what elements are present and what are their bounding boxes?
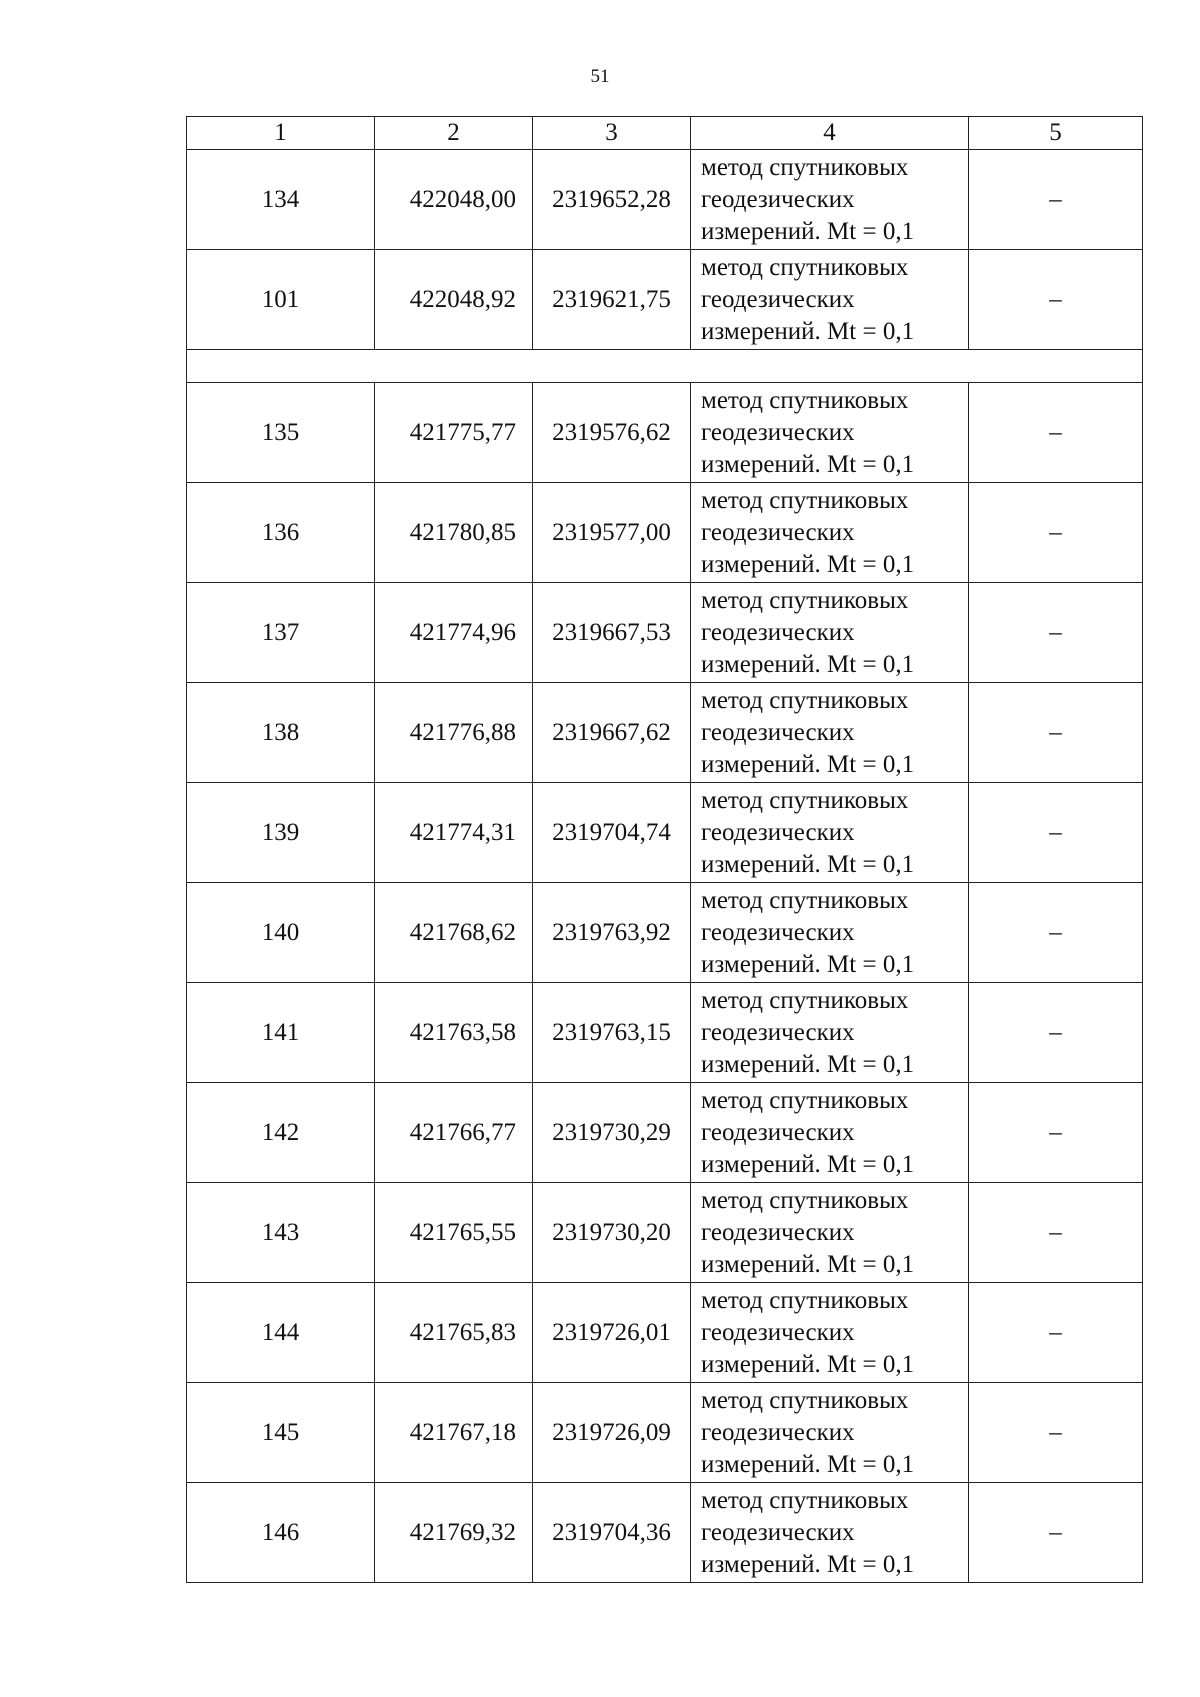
method-text-line: геодезических xyxy=(701,618,855,646)
method-text-line: метод спутниковых xyxy=(701,1086,909,1114)
method-text-line: метод спутниковых xyxy=(701,253,909,281)
method-text-line: метод спутниковых xyxy=(701,386,909,414)
note-cell: – xyxy=(969,1083,1143,1183)
method-cell xyxy=(691,383,969,483)
table-row xyxy=(187,1483,1143,1583)
method-text-line: измерений. Mt = 0,1 xyxy=(701,650,915,678)
method-cell xyxy=(691,1383,969,1483)
note-cell: – xyxy=(969,1483,1143,1583)
table-body xyxy=(187,150,1143,1583)
point-number-cell: 136 xyxy=(187,483,375,583)
table-row xyxy=(187,1083,1143,1183)
group-separator-row xyxy=(187,350,1143,383)
method-cell xyxy=(691,150,969,250)
method-text-line: геодезических xyxy=(701,918,855,946)
y-coordinate-cell: 2319577,00 xyxy=(533,483,691,583)
y-coordinate-cell: 2319704,74 xyxy=(533,783,691,883)
point-number-cell: 101 xyxy=(187,250,375,350)
method-cell xyxy=(691,483,969,583)
point-number-cell: 145 xyxy=(187,1383,375,1483)
x-coordinate-cell: 422048,00 xyxy=(375,150,533,250)
method-text-line: геодезических xyxy=(701,1118,855,1146)
method-text-line: измерений. Mt = 0,1 xyxy=(701,1350,915,1378)
method-text-line: метод спутниковых xyxy=(701,786,909,814)
x-coordinate-cell: 421775,77 xyxy=(375,383,533,483)
note-cell: – xyxy=(969,150,1143,250)
method-text-line: метод спутниковых xyxy=(701,1186,909,1214)
y-coordinate-cell: 2319763,92 xyxy=(533,883,691,983)
method-text-line: измерений. Mt = 0,1 xyxy=(701,550,915,578)
method-cell xyxy=(691,983,969,1083)
method-text-line: измерений. Mt = 0,1 xyxy=(701,317,915,345)
method-text-line: геодезических xyxy=(701,1318,855,1346)
table-row xyxy=(187,250,1143,350)
x-coordinate-cell: 421774,96 xyxy=(375,583,533,683)
method-cell xyxy=(691,583,969,683)
method-text-line: измерений. Mt = 0,1 xyxy=(701,950,915,978)
method-text-line: измерений. Mt = 0,1 xyxy=(701,1150,915,1178)
note-cell: – xyxy=(969,583,1143,683)
method-cell xyxy=(691,250,969,350)
method-text-line: измерений. Mt = 0,1 xyxy=(701,1050,915,1078)
point-number-cell: 142 xyxy=(187,1083,375,1183)
method-cell xyxy=(691,1183,969,1283)
method-text-line: геодезических xyxy=(701,285,855,313)
table-row xyxy=(187,1283,1143,1383)
table-header-row xyxy=(187,117,1143,150)
table-row xyxy=(187,150,1143,250)
method-text-line: метод спутниковых xyxy=(701,886,909,914)
method-text-line: метод спутниковых xyxy=(701,686,909,714)
method-text-line: метод спутниковых xyxy=(701,486,909,514)
method-text-line: геодезических xyxy=(701,1018,855,1046)
y-coordinate-cell: 2319621,75 xyxy=(533,250,691,350)
method-text-line: измерений. Mt = 0,1 xyxy=(701,750,915,778)
y-coordinate-cell: 2319652,28 xyxy=(533,150,691,250)
y-coordinate-cell: 2319667,53 xyxy=(533,583,691,683)
point-number-cell: 134 xyxy=(187,150,375,250)
note-cell: – xyxy=(969,983,1143,1083)
y-coordinate-cell: 2319730,20 xyxy=(533,1183,691,1283)
method-text-line: геодезических xyxy=(701,1418,855,1446)
y-coordinate-cell: 2319763,15 xyxy=(533,983,691,1083)
point-number-cell: 143 xyxy=(187,1183,375,1283)
note-cell: – xyxy=(969,483,1143,583)
x-coordinate-cell: 421769,32 xyxy=(375,1483,533,1583)
point-number-cell: 140 xyxy=(187,883,375,983)
group-separator-cell xyxy=(187,350,1143,383)
table-row xyxy=(187,483,1143,583)
coordinates-table xyxy=(186,116,1143,1583)
method-text-line: геодезических xyxy=(701,418,855,446)
x-coordinate-cell: 421765,55 xyxy=(375,1183,533,1283)
method-text-line: геодезических xyxy=(701,1518,855,1546)
note-cell: – xyxy=(969,883,1143,983)
method-text-line: геодезических xyxy=(701,1218,855,1246)
method-text-line: метод спутниковых xyxy=(701,986,909,1014)
y-coordinate-cell: 2319726,01 xyxy=(533,1283,691,1383)
method-text-line: геодезических xyxy=(701,818,855,846)
method-cell xyxy=(691,883,969,983)
y-coordinate-cell: 2319704,36 xyxy=(533,1483,691,1583)
point-number-cell: 138 xyxy=(187,683,375,783)
table-row xyxy=(187,1183,1143,1283)
column-header-4: 4 xyxy=(691,117,969,150)
x-coordinate-cell: 421767,18 xyxy=(375,1383,533,1483)
note-cell: – xyxy=(969,1283,1143,1383)
method-text-line: геодезических xyxy=(701,718,855,746)
method-text-line: метод спутниковых xyxy=(701,586,909,614)
table-row xyxy=(187,983,1143,1083)
point-number-cell: 137 xyxy=(187,583,375,683)
table-row xyxy=(187,1383,1143,1483)
x-coordinate-cell: 421768,62 xyxy=(375,883,533,983)
y-coordinate-cell: 2319667,62 xyxy=(533,683,691,783)
x-coordinate-cell: 421780,85 xyxy=(375,483,533,583)
x-coordinate-cell: 421766,77 xyxy=(375,1083,533,1183)
note-cell: – xyxy=(969,250,1143,350)
column-header-2: 2 xyxy=(375,117,533,150)
point-number-cell: 141 xyxy=(187,983,375,1083)
method-cell xyxy=(691,1083,969,1183)
method-text-line: метод спутниковых xyxy=(701,1486,909,1514)
point-number-cell: 146 xyxy=(187,1483,375,1583)
y-coordinate-cell: 2319726,09 xyxy=(533,1383,691,1483)
y-coordinate-cell: 2319730,29 xyxy=(533,1083,691,1183)
x-coordinate-cell: 421763,58 xyxy=(375,983,533,1083)
method-cell xyxy=(691,1283,969,1383)
page-number: 51 xyxy=(590,66,610,87)
note-cell: – xyxy=(969,1383,1143,1483)
table-row xyxy=(187,883,1143,983)
note-cell: – xyxy=(969,683,1143,783)
method-cell xyxy=(691,1483,969,1583)
method-text-line: метод спутниковых xyxy=(701,1286,909,1314)
column-header-1: 1 xyxy=(187,117,375,150)
x-coordinate-cell: 421765,83 xyxy=(375,1283,533,1383)
column-header-3: 3 xyxy=(533,117,691,150)
column-header-5: 5 xyxy=(969,117,1143,150)
x-coordinate-cell: 421774,31 xyxy=(375,783,533,883)
method-text-line: метод спутниковых xyxy=(701,1386,909,1414)
note-cell: – xyxy=(969,383,1143,483)
table-row xyxy=(187,583,1143,683)
table-row xyxy=(187,683,1143,783)
point-number-cell: 139 xyxy=(187,783,375,883)
point-number-cell: 135 xyxy=(187,383,375,483)
table-row xyxy=(187,383,1143,483)
x-coordinate-cell: 422048,92 xyxy=(375,250,533,350)
table-row xyxy=(187,783,1143,883)
y-coordinate-cell: 2319576,62 xyxy=(533,383,691,483)
point-number-cell: 144 xyxy=(187,1283,375,1383)
method-text-line: измерений. Mt = 0,1 xyxy=(701,450,915,478)
x-coordinate-cell: 421776,88 xyxy=(375,683,533,783)
method-text-line: измерений. Mt = 0,1 xyxy=(701,1550,915,1578)
method-cell xyxy=(691,783,969,883)
method-text-line: измерений. Mt = 0,1 xyxy=(701,1450,915,1478)
method-text-line: измерений. Mt = 0,1 xyxy=(701,850,915,878)
method-text-line: геодезических xyxy=(701,185,855,213)
note-cell: – xyxy=(969,783,1143,883)
method-text-line: метод спутниковых xyxy=(701,153,909,181)
method-text-line: измерений. Mt = 0,1 xyxy=(701,1250,915,1278)
method-text-line: геодезических xyxy=(701,518,855,546)
method-cell xyxy=(691,683,969,783)
method-text-line: измерений. Mt = 0,1 xyxy=(701,217,915,245)
note-cell: – xyxy=(969,1183,1143,1283)
